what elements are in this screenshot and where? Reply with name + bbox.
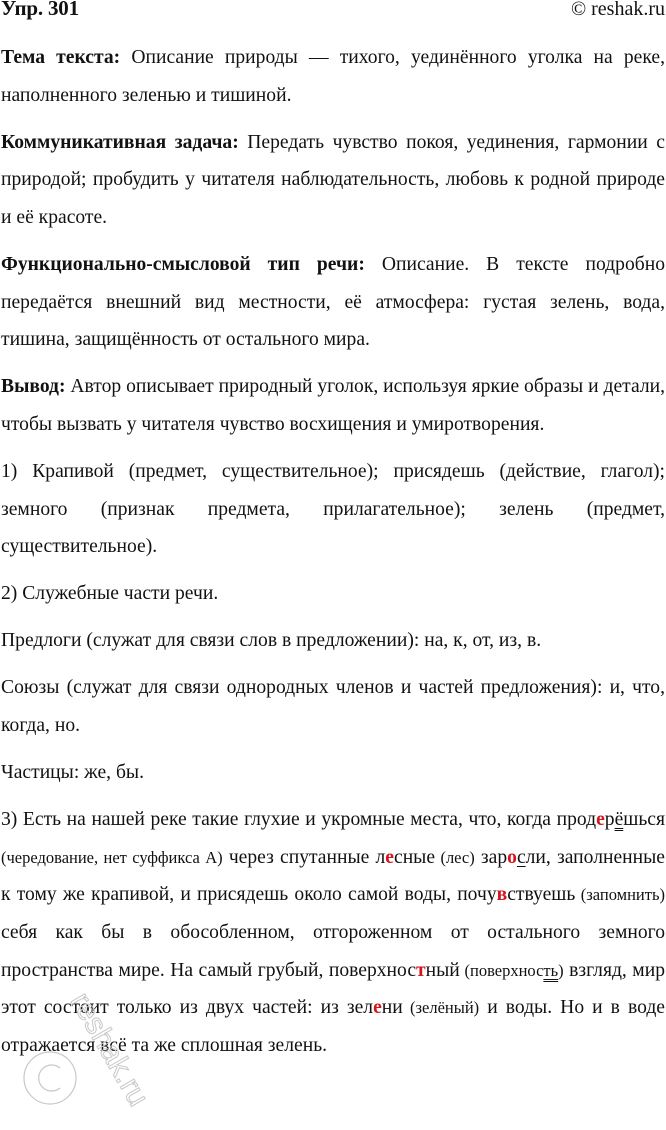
word-proderyoshsya	[557, 809, 665, 830]
speech-type-paragraph	[1, 246, 665, 359]
conclusion-text: Автор описывает природный уголок, используя яркие образы и детали, чтобы вызвать у читателя чувство восхищения и умиротворения.	[1, 376, 665, 435]
task-paragraph	[1, 124, 665, 237]
conclusion-paragraph	[1, 368, 665, 443]
word-part: шься	[623, 809, 665, 831]
note-part: (поверхнос	[459, 960, 544, 980]
theme-paragraph	[1, 39, 665, 114]
a3-text: зар	[474, 846, 508, 868]
double-underlined-letter: ё	[614, 809, 624, 831]
a3-text: через спутанные л	[222, 846, 386, 868]
note-green: (зелёный)	[402, 998, 480, 1018]
answer-2: 2) Служебные части речи.	[1, 583, 219, 605]
a3-text: , заполненные к тому же крапивой, и присядешь около самой воды, почу	[1, 846, 665, 906]
exercise-title: Упр. 301	[1, 0, 79, 20]
word-part: ный	[425, 959, 460, 981]
note-surface	[460, 961, 564, 980]
task-label: Коммуникативная задача:	[1, 131, 239, 153]
a3-text: себя как бы в обособленном, отгороженном от остального земного пространства мире. На самый грубый, поверхнос	[1, 921, 665, 981]
theme-label: Тема текста:	[1, 47, 121, 68]
word-part: сные	[394, 846, 436, 868]
note-remember: (запомнить)	[575, 885, 665, 905]
answer-1: 1) Крапивой (предмет, существительное); присядешь (действие, глагол); земного (признак предмета, прилагательное); зелень (предмет, существительное).	[1, 460, 665, 558]
word-part: р	[604, 809, 615, 831]
speech-type-text: Описание. В тексте подробно передаётся внешний вид местности, её атмосфера: густая зелень, вода, тишина, защищённость от остального мира.	[1, 253, 665, 351]
speech-type-label: Функционально-смысловой тип речи:	[1, 253, 365, 275]
a3-text: взгляд, мир этот состоит только из двух частей: из зел	[1, 959, 665, 1019]
underlined-letter: с	[516, 846, 526, 868]
word-part: ствуешь	[507, 884, 576, 906]
site-credit: © reshak.ru	[570, 0, 665, 20]
watermark-text: reshak.ru	[63, 990, 156, 1112]
page-header	[1, 0, 665, 26]
conclusion-label: Вывод:	[1, 376, 66, 398]
double-underlined-letters: ть	[543, 960, 559, 980]
note-les: (лес)	[435, 847, 475, 867]
highlighted-letter: е	[385, 846, 394, 868]
word-part: ли	[525, 846, 546, 868]
task-text: Передать чувство покоя, уединения, гармонии с природой; пробудить у читателя наблюдательность, любовь к родной природе и её красоте.	[1, 131, 665, 228]
a3-text: и воды. Но и в воде отражается всё та же сплошная зелень.	[1, 997, 665, 1056]
highlighted-letter: в	[496, 884, 508, 906]
highlighted-letter: о	[507, 846, 517, 868]
highlighted-letter: е	[373, 997, 382, 1019]
a3-text: 3) Есть на нашей реке такие глухие и укромные места, что, когда	[1, 809, 557, 831]
word-part: ни	[381, 997, 403, 1019]
conjunctions-line: Союзы (служат для связи однородных членов и частей предложения): и, что, когда, но.	[1, 677, 665, 736]
particles-line: Частицы: же, бы.	[1, 762, 144, 784]
highlighted-letter: т	[416, 959, 426, 981]
highlighted-letter: е	[596, 809, 605, 831]
prepositions-line: Предлоги (служат для связи слов в предложении): на, к, от, из, в.	[1, 630, 542, 652]
word-part: прод	[556, 809, 597, 831]
answer-3	[1, 801, 665, 1064]
note-part: )	[558, 960, 564, 980]
theme-text: Описание природы — тихого, уединённого уголка на реке, наполненного зеленью и тишиной.	[1, 47, 666, 106]
note-alternation: (чередование, нет суффикса А)	[1, 847, 223, 867]
